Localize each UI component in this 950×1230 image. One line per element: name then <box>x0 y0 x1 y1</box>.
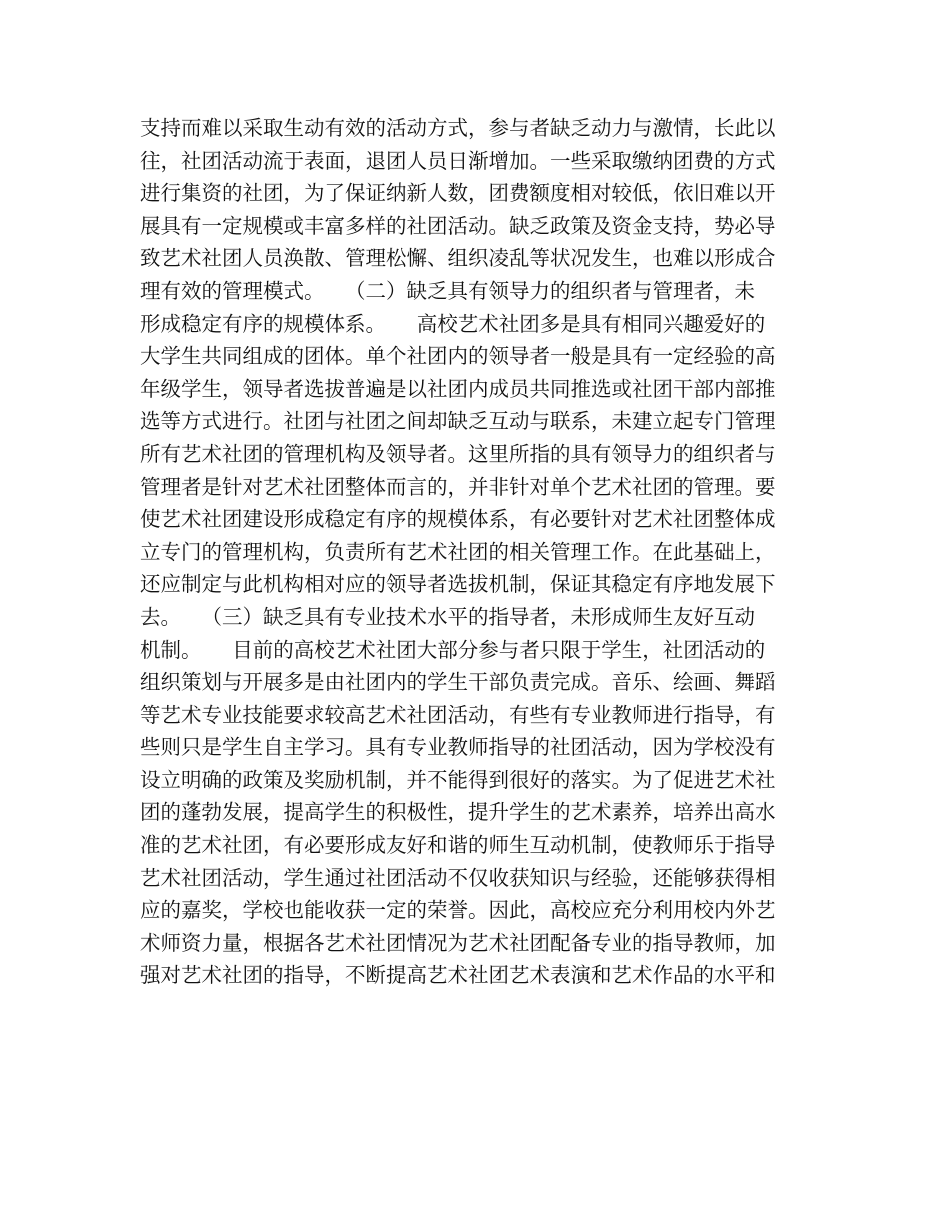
text-line: 些则只是学生自主学习。具有专业教师指导的社团活动，因为学校没有 <box>140 735 776 760</box>
text-line: 等艺术专业技能要求较高艺术社团活动，有些有专业教师进行指导，有 <box>140 702 776 727</box>
text-line: 术师资力量，根据各艺术社团情况为艺术社团配备专业的指导教师，加 <box>140 930 776 955</box>
text-line: 所有艺术社团的管理机构及领导者。这里所指的具有领导力的组织者与 <box>140 441 776 466</box>
text-line: 往，社团活动流于表面，退团人员日渐增加。一些采取缴纳团费的方式 <box>140 148 776 173</box>
text-line: 应的嘉奖，学校也能收获一定的荣誉。因此，高校应充分利用校内外艺 <box>140 898 776 923</box>
text-line: 大学生共同组成的团体。单个社团内的领导者一般是具有一定经验的高 <box>140 344 776 369</box>
text-line: 组织策划与开展多是由社团内的学生干部负责完成。音乐、绘画、舞蹈 <box>140 670 776 695</box>
text-line: 去。 （三）缺乏具有专业技术水平的指导者，未形成师生友好互动 <box>140 604 755 629</box>
text-line: 立专门的管理机构，负责所有艺术社团的相关管理工作。在此基础上， <box>140 539 776 564</box>
text-line: 支持而难以采取生动有效的活动方式，参与者缺乏动力与激情，长此以 <box>140 116 776 140</box>
text-line: 准的艺术社团，有必要形成友好和谐的师生互动机制，使教师乐于指导 <box>140 833 776 858</box>
text-line: 设立明确的政策及奖励机制，并不能得到很好的落实。为了促进艺术社 <box>140 767 776 792</box>
text-line: 展具有一定规模或丰富多样的社团活动。缺乏政策及资金支持，势必导 <box>140 213 776 238</box>
text-line: 年级学生，领导者选拔普遍是以社团内成员共同推选或社团干部内部推 <box>140 376 776 401</box>
text-line: 选等方式进行。社团与社团之间却缺乏互动与联系，未建立起专门管理 <box>140 409 776 434</box>
text-line: 还应制定与此机构相对应的领导者选拔机制，保证其稳定有序地发展下 <box>140 572 776 597</box>
text-line: 致艺术社团人员涣散、管理松懈、组织凌乱等状况发生，也难以形成合 <box>140 246 776 271</box>
text-line: 使艺术社团建设形成稳定有序的规模体系，有必要针对艺术社团整体成 <box>140 507 776 532</box>
text-line: 强对艺术社团的指导，不断提高艺术社团艺术表演和艺术作品的水平和 <box>140 963 776 988</box>
text-line: 艺术社团活动，学生通过社团活动不仅收获知识与经验，还能够获得相 <box>140 865 776 890</box>
text-line: 管理者是针对艺术社团整体而言的，并非针对单个艺术社团的管理。要 <box>140 474 776 499</box>
text-line: 机制。 目前的高校艺术社团大部分参与者只限于学生，社团活动的 <box>140 637 766 662</box>
text-line: 团的蓬勃发展，提高学生的积极性，提升学生的艺术素养，培养出高水 <box>140 800 776 825</box>
text-line: 进行集资的社团，为了保证纳新人数，团费额度相对较低，依旧难以开 <box>140 181 776 206</box>
body-text <box>140 112 840 992</box>
text-line: 形成稳定有序的规模体系。 高校艺术社团多是具有相同兴趣爱好的 <box>140 311 766 336</box>
text-line: 理有效的管理模式。 （二）缺乏具有领导力的组织者与管理者，未 <box>140 278 755 303</box>
